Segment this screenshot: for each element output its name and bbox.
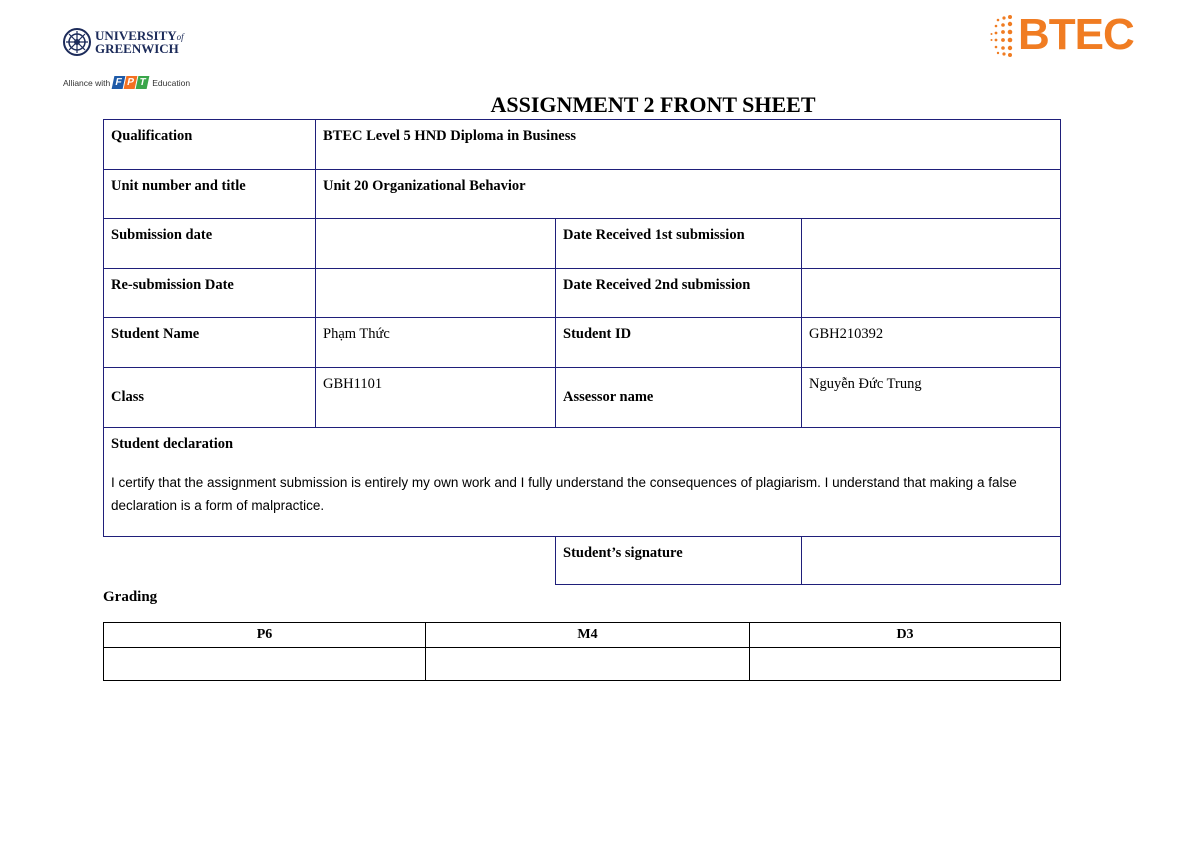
- grade-header-m4: M4: [426, 623, 750, 648]
- declaration-heading: Student declaration: [111, 436, 234, 452]
- university-of-greenwich-logo: [63, 28, 184, 56]
- alliance-suffix: Education: [152, 77, 191, 88]
- fpt-letter-p: P: [124, 76, 138, 89]
- fpt-logo: [113, 76, 149, 89]
- qualification-value: BTEC Level 5 HND Diploma in Business: [316, 120, 1061, 170]
- page-title: ASSIGNMENT 2 FRONT SHEET: [490, 92, 816, 117]
- resubmission-date-field[interactable]: [316, 269, 556, 318]
- assessor-label: Assessor name: [556, 368, 802, 428]
- front-sheet-table: [103, 119, 1061, 585]
- btec-wordmark: BTEC: [1018, 10, 1134, 59]
- resubmission-date-label: Re-submission Date: [104, 269, 316, 318]
- grade-header-p6: P6: [104, 623, 426, 648]
- grade-value-d3[interactable]: [750, 648, 1061, 681]
- unit-label: Unit number and title: [104, 170, 316, 219]
- submission-date-label: Submission date: [104, 219, 316, 269]
- alliance-prefix: Alliance with: [63, 77, 111, 88]
- date-received-2-field[interactable]: [802, 269, 1061, 318]
- grade-value-p6[interactable]: [104, 648, 426, 681]
- university-name-line1: UNIVERSITY: [95, 27, 177, 43]
- fpt-letter-f: F: [112, 76, 126, 89]
- btec-dots-icon: [990, 12, 1016, 58]
- date-received-1-label: Date Received 1st submission: [556, 219, 802, 269]
- unit-value: Unit 20 Organizational Behavior: [316, 170, 1061, 219]
- assessor-field[interactable]: Nguyễn Đức Trung: [802, 368, 1061, 428]
- student-id-field[interactable]: GBH210392: [802, 318, 1061, 368]
- student-declaration: [104, 428, 1061, 537]
- student-name-field[interactable]: Phạm Thức: [316, 318, 556, 368]
- grading-table: [103, 622, 1061, 681]
- student-name-label: Student Name: [104, 318, 316, 368]
- class-field[interactable]: GBH1101: [316, 368, 556, 428]
- class-label: Class: [104, 368, 316, 428]
- grade-value-m4[interactable]: [426, 648, 750, 681]
- fpt-letter-t: T: [136, 76, 150, 89]
- btec-logo: [990, 12, 1134, 58]
- date-received-1-field[interactable]: [802, 219, 1061, 269]
- student-id-label: Student ID: [556, 318, 802, 368]
- submission-date-field[interactable]: [316, 219, 556, 269]
- qualification-label: Qualification: [104, 120, 316, 170]
- university-name-line2: GREENWICH: [95, 40, 179, 56]
- greenwich-crest-icon: [63, 28, 91, 56]
- fpt-alliance-logo: [63, 76, 190, 89]
- date-received-2-label: Date Received 2nd submission: [556, 269, 802, 318]
- signature-field[interactable]: [802, 537, 1061, 585]
- declaration-text: I certify that the assignment submission is entirely my own work and I fully understand the consequences of plagiarism. I understand that making a false declaration is a form of malpractice.: [111, 475, 1017, 513]
- grading-label: Grading: [103, 589, 158, 605]
- university-of-word: of: [176, 31, 184, 42]
- signature-label: Student’s signature: [556, 537, 802, 585]
- grade-header-d3: D3: [750, 623, 1061, 648]
